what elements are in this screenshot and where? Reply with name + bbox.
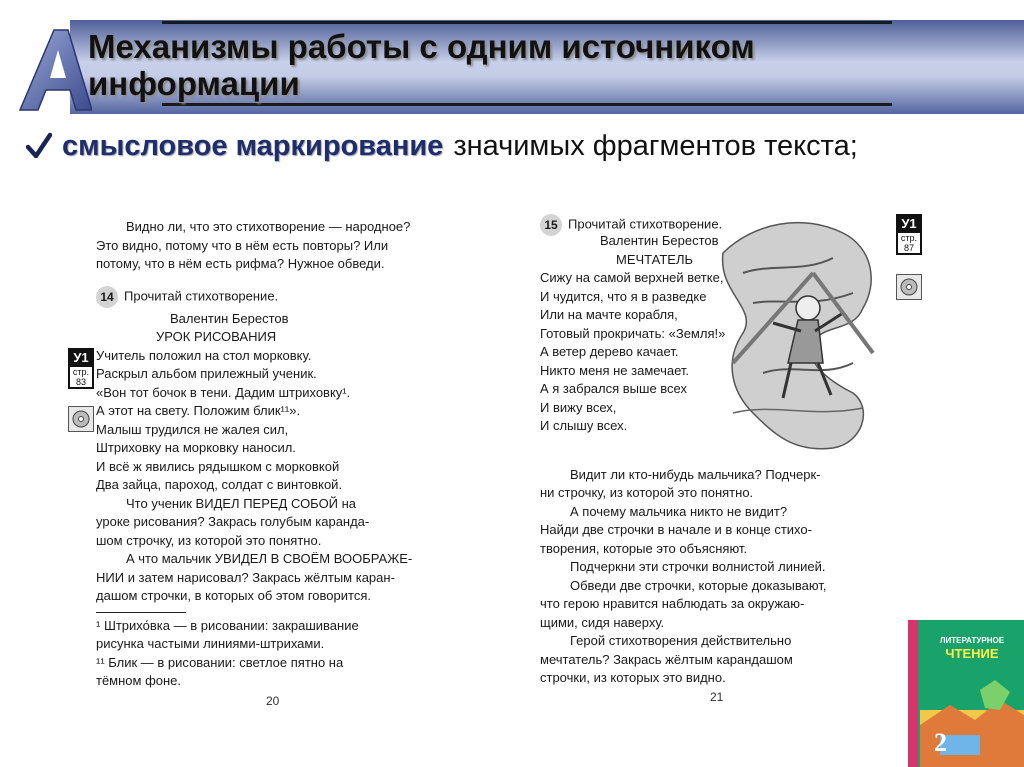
boy-in-tree-illustration [713, 213, 883, 453]
textbook-cover [908, 620, 1024, 767]
poem-line: И вижу всех, [540, 399, 617, 415]
left-intro-line: Видно ли, что это стихотворение — народное? [126, 219, 411, 234]
poem-line: Раскрыл альбом прилежный ученик. [96, 366, 317, 381]
question-line: уроке рисования? Закрась голубым каранда- [96, 514, 370, 529]
question-line: Видит ли кто-нибудь мальчика? Подчерк- [570, 466, 821, 482]
question-line: дашом строчки, в которых об этом говорится. [96, 588, 371, 603]
disc-icon [68, 406, 94, 432]
workbook-reference-badge [896, 214, 922, 255]
poem-line: И чудится, что я в разведке [540, 288, 707, 304]
book-title-big: ЧТЕНИЕ [945, 646, 999, 661]
question-line: шом строчку, из которой это понятно. [96, 532, 322, 548]
question-line: Подчеркни эти строчки волнистой линией. [570, 559, 826, 574]
bullet-rest-text: значимых фрагментов текста; [453, 129, 858, 162]
footnote-line: ¹¹ Блик — в рисовании: светлое пятно на [96, 654, 344, 670]
bullet-item [26, 126, 858, 166]
poem-line: Никто меня не замечает. [540, 362, 690, 378]
poem-line: А я забрался выше всех [540, 381, 687, 396]
book-title-small: ЛИТЕРАТУРНОЕ [939, 636, 1005, 645]
workbook-reference-badge [68, 348, 94, 389]
question-line: что герою нравится наблюдать за окружаю- [540, 596, 805, 611]
poem-line: Или на мачте корабля, [540, 307, 678, 322]
question-line: А почему мальчика никто не видит? [570, 503, 788, 519]
question-line: строчки, из которых это видно. [540, 670, 726, 685]
question-line: Найди две строчки в начале и в конце стихо- [540, 522, 812, 537]
question-line: А что мальчик УВИДЕЛ В СВОЁМ ВООБРАЖЕ- [126, 551, 413, 566]
poem-line: Два зайца, пароход, солдат с винтовкой. [96, 477, 343, 492]
question-line: НИИ и затем нарисовал? Закрась жёлтым каран- [96, 569, 395, 585]
header-top-rule [162, 21, 892, 24]
poem-line: А ветер дерево качает. [540, 344, 679, 359]
book-title [922, 636, 1022, 661]
question-line: мечтатель? Закрась жёлтым карандашом [540, 651, 793, 667]
task-number-badge: 14 [96, 286, 118, 308]
poem-author: Валентин Берестов [170, 310, 289, 326]
left-page-number: 20 [266, 694, 280, 708]
poem-title: МЕЧТАТЕЛЬ [616, 251, 694, 267]
left-intro-line: потому, что в нём есть рифма? Нужное обведи. [96, 256, 385, 271]
slide-title-line2: информации [88, 65, 300, 102]
bullet-bold-text: смысловое маркирование [62, 129, 444, 162]
slide-header [18, 20, 1024, 116]
poem-line: И всё ж явились рядышком с морковкой [96, 458, 340, 474]
question-line: Что ученик ВИДЕЛ ПЕРЕД СОБОЙ на [126, 495, 357, 511]
slide-title [88, 28, 868, 102]
badge-label: У1 [901, 216, 917, 231]
header-bottom-rule [162, 103, 892, 106]
question-line: ни строчку, из которой это понятно. [540, 485, 754, 500]
badge-label: У1 [73, 350, 89, 365]
poem-line: Учитель положил на стол морковку. [96, 347, 312, 363]
slide-title-line1: Механизмы работы с одним источником [88, 28, 755, 65]
poem-line: А этот на свету. Положим блик¹¹». [96, 403, 301, 418]
footnote-line: ¹ Штрихо́вка — в рисовании: закрашивание [96, 617, 359, 633]
poem-line: Готовый прокричать: «Земля!» [540, 325, 726, 341]
disc-icon [896, 274, 922, 300]
letter-a-logo-icon [18, 28, 92, 112]
footnote-line: тёмном фоне. [96, 673, 182, 688]
poem-line: Сижу на самой верхней ветке, [540, 270, 724, 285]
left-intro-line: Это видно, потому что в нём есть повторы? Или [96, 237, 389, 253]
poem-line: Малыш трудился не жалея сил, [96, 421, 289, 437]
question-line: щими, сидя наверху. [540, 614, 665, 630]
poem-title: УРОК РИСОВАНИЯ [156, 329, 277, 344]
task-instruction: Прочитай стихотворение. [568, 216, 723, 232]
left-task-heading [96, 286, 452, 310]
badge-page: стр. 87 [898, 233, 920, 253]
checkmark-icon [26, 132, 52, 160]
book-spine [908, 620, 918, 767]
task-number-badge: 15 [540, 214, 562, 236]
question-line: Герой стихотворения действительно [570, 633, 792, 648]
footnote-line: рисунка частыми линиями-штрихами. [96, 636, 325, 651]
poem-line: «Вон тот бочок в тени. Дадим штриховку¹. [96, 384, 351, 400]
question-line: Обведи две строчки, которые доказывают, [570, 577, 827, 593]
footnote-divider [96, 612, 186, 613]
badge-page: стр. 83 [70, 367, 92, 387]
question-line: творения, которые это объясняют. [540, 540, 748, 556]
book-grade-number: 2 [934, 728, 947, 757]
right-page-number: 21 [710, 690, 724, 704]
poem-line: Штриховку на морковку наносил. [96, 440, 296, 455]
poem-line: И слышу всех. [540, 418, 628, 433]
left-book-page [96, 218, 452, 691]
task-instruction: Прочитай стихотворение. [124, 287, 279, 303]
poem-author: Валентин Берестов [600, 233, 719, 248]
